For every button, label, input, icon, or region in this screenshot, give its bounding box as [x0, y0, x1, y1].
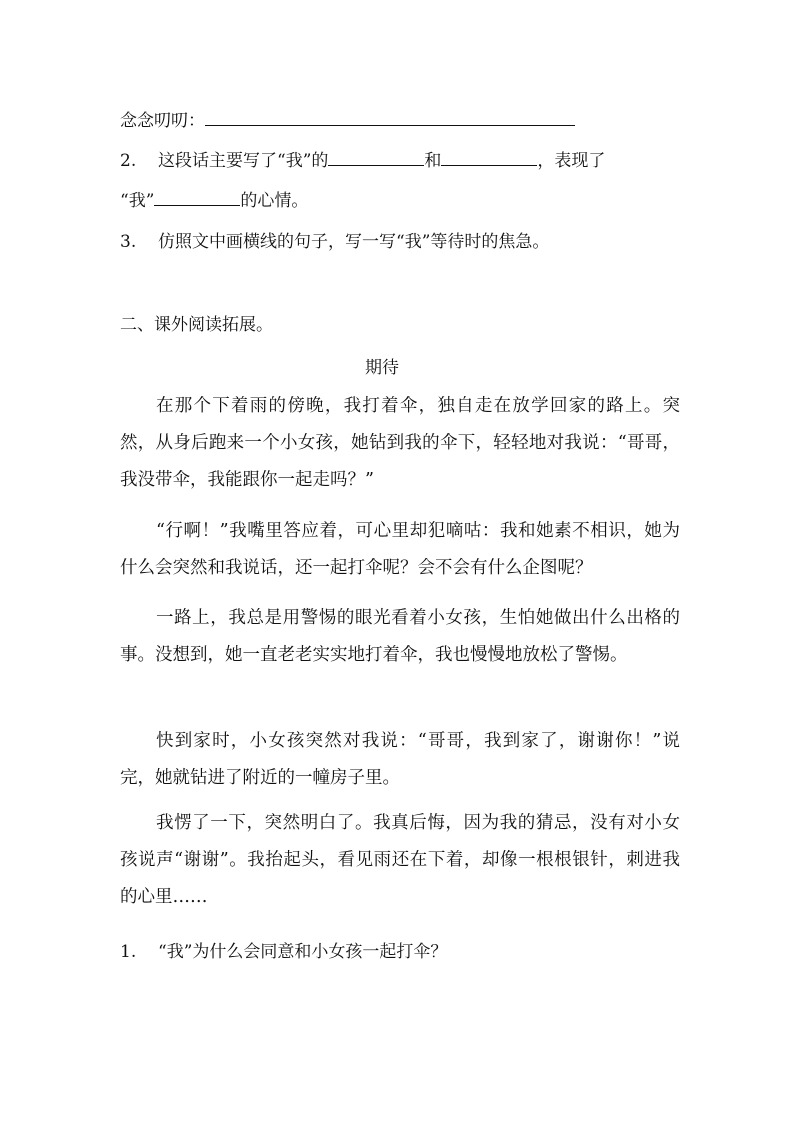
question-2-text-a: 这段话主要写了“我”的: [158, 151, 329, 171]
passage-title: 期待: [365, 358, 399, 378]
section-2-heading: 二、课外阅读拓展。: [120, 315, 273, 335]
passage-question-1-line: [120, 940, 447, 964]
passage-question-1-number: 1.: [120, 942, 137, 962]
passage-question-1-text: “我”为什么会同意和小女孩一起打伞？: [158, 942, 448, 962]
question-3-text: 仿照文中画横线的句子，写一写“我”等待时的焦急。: [158, 232, 550, 252]
passage-paragraph-5: 我愣了一下，突然明白了。我真后悔，因为我的猜忌，没有对小女孩说声“谢谢”。我抬起头，看见雨还在下着，却像一根根银针，刺进我的心里……: [120, 813, 680, 907]
question-2-text-b: 和: [424, 151, 442, 171]
question-2-line-1: [120, 148, 605, 172]
question-3-line: [120, 230, 549, 254]
question-2-blank-3[interactable]: [154, 188, 240, 206]
passage-paragraph-1: 在那个下着雨的傍晚，我打着伞，独自走在放学回家的路上。突然，从身后跑来一个小女孩，她钻到我的伞下，轻轻地对我说：“哥哥，我没带伞，我能跟你一起走吗？”: [120, 396, 680, 490]
question-3-number: 3.: [120, 232, 137, 252]
passage-paragraph-3: 一路上，我总是用警惕的眼光看着小女孩，生怕她做出什么出格的事。没想到，她一直老老实实地打着伞，我也慢慢地放松了警惕。: [120, 608, 680, 665]
question-2-text-c: ，表现了: [537, 151, 606, 171]
question-2-line-2: [120, 188, 308, 212]
nianian-label: 念念叨叨：: [120, 111, 205, 131]
passage-paragraph-4: 快到家时，小女孩突然对我说：“哥哥，我到家了，谢谢你！”说完，她就钻进了附近的一幢房子里。: [120, 731, 680, 788]
question-2-blank-1[interactable]: [328, 148, 424, 166]
nianian-line: [120, 108, 575, 132]
question-2-text-e: 的心情。: [240, 191, 309, 211]
passage-paragraph-2: “行啊！”我嘴里答应着，可心里却犯嘀咕：我和她素不相识，她为什么会突然和我说话，还一起打伞呢？会不会有什么企图呢？: [120, 521, 680, 578]
nianian-answer-blank[interactable]: [205, 108, 575, 126]
question-2-text-d: “我”: [120, 191, 155, 211]
question-2-blank-2[interactable]: [441, 148, 537, 166]
question-2-number: 2.: [120, 151, 137, 171]
